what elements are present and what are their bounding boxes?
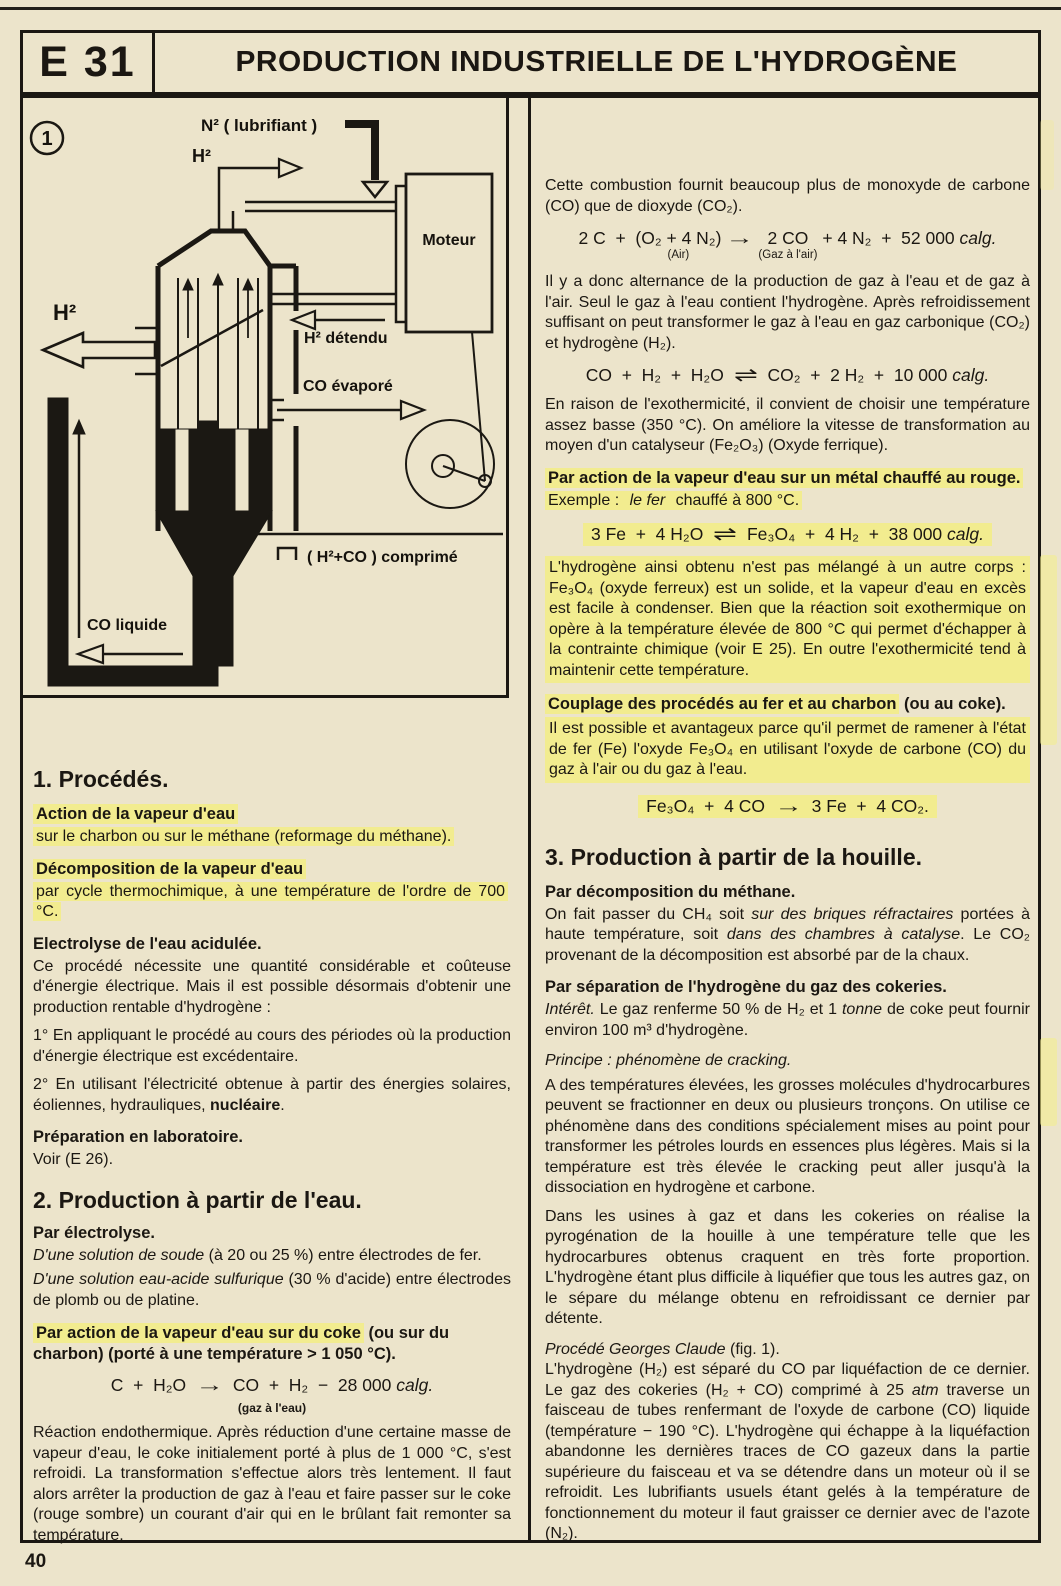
heading-vapeur-sur-coke: Par action de la vapeur d'eau sur du coke (ou sur du charbon) (porté à une température > 1 050 °C). bbox=[33, 1324, 450, 1363]
para-1-periodes-excedentaires: 1° En appliquant le procédé au cours des périodes où la production d'énergie électrique est excédentaire. bbox=[33, 1027, 511, 1065]
eq-unit: calg. bbox=[947, 524, 984, 544]
equation-fer-vapeur: 3 Fe + 4 H₂O ⇌ Fe₃O₄ + 4 H₂ + 38 000 calg. bbox=[583, 523, 992, 546]
h2-detendu-arrowhead bbox=[292, 311, 315, 329]
figure-1-claude-process-diagram bbox=[23, 98, 509, 698]
h2-offtake-pipe bbox=[219, 168, 279, 231]
para-interet-coke: Intérêt. Le gaz renferme 50 % de H₂ et 1 tonne de coke peut fournir environ 100 m³ d'hydrogène. bbox=[545, 1001, 1030, 1039]
lesson-code: E 31 bbox=[39, 38, 136, 86]
label-co-evapore: CO évaporé bbox=[303, 378, 393, 395]
label-moteur: Moteur bbox=[422, 232, 476, 249]
eq-segment: 2 C + bbox=[578, 228, 636, 248]
eq-segment-air: (O₂ + 4 N₂) (Air) bbox=[635, 228, 722, 261]
para-procede-claude: L'hydrogène (H₂) est séparé du CO par liquéfaction de ce dernier. Le gaz des cokeries (H₂ + CO) comprimé à 25 atm traverse un faisceau de tubes renfermant de l'oxyde de carbone (CO) liquide (température − 190 °C). L'hydrogène qui échappe à la liquéfaction abandonne les dernières traces de CO gazeux dans la partie supérieure du faisceau et va se détendre dans un moteur où il se refroidit. Les lubrifiants usuels étant gelés à la température de fonctionnement du moteur il faut graisser ce dernier avec de l'azote (N₂). bbox=[545, 1361, 1030, 1542]
column-funnel bbox=[156, 511, 272, 666]
page-title-box bbox=[152, 30, 1041, 95]
vessel-up-arrowhead bbox=[73, 420, 85, 434]
motor-box bbox=[406, 174, 492, 332]
eq-unit: calg. bbox=[959, 228, 997, 248]
eq-note-gaz-a-lair: (Gaz à l'air) bbox=[758, 249, 818, 261]
heading-principe-cracking: Principe : phénomène de cracking. bbox=[545, 1052, 792, 1069]
reaction-arrow-icon: → bbox=[195, 1375, 224, 1396]
section-2-title: 2. Production à partir de l'eau. bbox=[33, 1186, 362, 1213]
label-h2-top: H² bbox=[192, 146, 211, 166]
reaction-arrow-icon: → bbox=[725, 228, 755, 249]
para-ch4-briques: On fait passer du CH₄ soit sur des briques réfractaires portées à haute température, soit dans des chambres à catalyse. Le CO₂ provenant de la décomposition est absorbé par de la chaux. bbox=[545, 905, 1031, 964]
para-voir-e26: Voir (E 26). bbox=[33, 1151, 114, 1168]
column-roof bbox=[158, 231, 270, 266]
eq-segment: + 4 N₂ + 52 000 bbox=[817, 228, 960, 248]
figure-number: 1 bbox=[41, 128, 53, 150]
n2-arrowhead-down bbox=[363, 182, 387, 197]
equation-gaz-a-leau bbox=[111, 1376, 433, 1395]
para-solution-soude: D'une solution de soude (à 20 ou 25 %) entre électrodes de fer. bbox=[33, 1246, 482, 1264]
equation-gaz-a-lair bbox=[578, 229, 996, 262]
process-diagram bbox=[23, 98, 506, 695]
crank bbox=[443, 466, 485, 481]
para-reaction-endothermique: Réaction endothermique. Après réduction d'une certaine masse de vapeur d'eau, le coke initialement porté à plus de 1 000 °C, s'est refroidi. La transformation s'effectue alors très lentement. Il faut alors arrêter la production de gaz à l'eau et faire passer sur le coke (rouge sombre) un courant d'air qui en le brûlant fait remonter sa température. bbox=[33, 1424, 511, 1544]
right-column bbox=[545, 176, 1030, 1553]
para-pyrogenation: Dans les usines à gaz et dans les cokeries on réalise la pyrogénation de la houille à une température telle que les hydrocarbures obtenus craquent en très forte proportion. L'hydrogène étant plus difficile à liquéfier que tous les autres gaz, on le sépare du mélange obtenu en refroidissant ce dernier par détente. bbox=[545, 1207, 1030, 1327]
para-exemple-fer: Exemple : le fer chauffé à 800 °C. bbox=[545, 491, 1030, 512]
para-exothermicite-catalyseur: En raison de l'exothermicité, il convient de choisir une température assez basse (350 °C). On améliore la vitesse de transformation au moyen d'un catalyseur (Fe₂O₃) (Oxyde ferrique). bbox=[545, 396, 1030, 454]
eq-note-gaz-a-leau: (gaz à l'eau) bbox=[237, 1401, 307, 1415]
highlighter-smudge bbox=[1040, 120, 1054, 190]
eq-segment-gaz-air: 2 CO (Gaz à l'air) bbox=[758, 228, 818, 261]
heading-decomposition-methane: Par décomposition du méthane. bbox=[545, 882, 796, 901]
para-electrolyse-cout: Ce procédé nécessite une quantité considérable et coûteuse d'énergie électrique. Mais il est possible désormais d'obtenir une production rentable d'hydrogène : bbox=[33, 957, 511, 1016]
heading-procede-georges-claude: Procédé Georges Claude (fig. 1). bbox=[545, 1340, 780, 1358]
co-liquide-arrowhead bbox=[78, 645, 103, 663]
label-h2co-comprime: ( H²+CO ) comprimé bbox=[307, 549, 458, 566]
label-h2-left: H² bbox=[53, 300, 77, 325]
equilibrium-arrow-icon: ⇌ bbox=[733, 365, 758, 386]
eq-note-air: (Air) bbox=[667, 249, 690, 261]
reaction-arrow-icon: → bbox=[774, 795, 803, 817]
para-2-energies-renouvelables: 2° En utilisant l'électricité obtenue à partir des énergies solaires, éoliennes, hydrauliques, nucléaire. bbox=[33, 1076, 511, 1114]
heading-par-electrolyse: Par électrolyse. bbox=[33, 1223, 155, 1242]
motor-flange bbox=[396, 186, 406, 322]
para-solution-sulfurique: D'une solution eau-acide sulfurique (30 % d'acide) entre électrodes de plomb ou de platine. bbox=[33, 1271, 511, 1309]
h2-arrowhead-right bbox=[279, 159, 301, 177]
heading-separation-cokeries: Par séparation de l'hydrogène du gaz des cokeries. bbox=[545, 978, 947, 996]
para-decomposition-vapeur: par cycle thermochimique, à une température de l'ordre de 700 °C. bbox=[33, 882, 511, 923]
para-cracking: A des températures élevées, les grosses molécules d'hydrocarbures peuvent se fractionner en deux ou plusieurs tronçons. On utilise ce phénomène dans des conditions spécialement mises au point pour transformer les pétroles lourds en essences plus légères. Mais si la température est très élevée le cracking peut aller jusqu'à la dissociation en hydrogène et carbone. bbox=[545, 1076, 1030, 1196]
heading-electrolyse-acidulee: Electrolyse de l'eau acidulée. bbox=[33, 934, 262, 953]
heading-action-vapeur: Action de la vapeur d'eau bbox=[33, 805, 511, 824]
section-1-title: 1. Procédés. bbox=[33, 766, 169, 792]
highlighter-smudge bbox=[1040, 1038, 1057, 1126]
connecting-rod bbox=[472, 332, 485, 481]
label-n2-lubrifiant: N² ( lubrifiant ) bbox=[201, 116, 318, 135]
page-number: 40 bbox=[25, 1551, 47, 1572]
content-frame bbox=[20, 95, 1041, 1543]
heading-preparation-laboratoire: Préparation en laboratoire. bbox=[33, 1128, 243, 1146]
para-hydrogene-pur: L'hydrogène ainsi obtenu n'est pas mélangé à un autre corps : Fe₃O₄ (oxyde ferreux) est un solide, et la vapeur d'eau en excès est facile à condenser. Bien que la réaction soit exothermique on opère à la température élevée de 800 °C qui permet d'échapper à la contrainte chimique (voir E 25). En outre l'exothermicité tend à maintenir cette température. bbox=[545, 556, 1030, 683]
eq-unit: calg. bbox=[396, 1375, 434, 1395]
equation-couplage: Fe₃O₄ + 4 CO → 3 Fe + 4 CO₂. bbox=[638, 795, 937, 818]
co-evapore-arrowhead bbox=[401, 401, 424, 419]
eq-lhs: C + H₂O bbox=[110, 1375, 191, 1395]
eq-rhs: CO + H₂ − 28 000 bbox=[227, 1375, 397, 1395]
equation-conversion-co: CO + H₂ + H₂O ⇌ CO₂ + 2 H₂ + 10 000 calg. bbox=[585, 365, 990, 386]
page-top-rule bbox=[0, 7, 1061, 10]
para-action-vapeur: sur le charbon ou sur le méthane (reformage du méthane). bbox=[33, 827, 511, 848]
label-h2-detendu: H² détendu bbox=[304, 330, 388, 347]
eq-unit: calg. bbox=[952, 365, 990, 385]
para-couplage-avantage: Il est possible et avantageux parce qu'il permet de ramener à l'état de fer (Fe) l'oxyde Fe₃O₄ en utilisant l'oxyde de carbone (CO) du gaz à l'air ou du gaz à l'eau. bbox=[545, 717, 1030, 783]
equilibrium-arrow-icon: ⇌ bbox=[713, 524, 738, 545]
lesson-code-box bbox=[20, 30, 155, 95]
column-divider bbox=[528, 98, 531, 1540]
para-alternance-gaz: Il y a donc alternance de la production de gaz à l'eau et de gaz à l'air. Seul le gaz à l'eau contient l'hydrogène. Après refroidissement suffisant on peut transformer le gaz à l'eau en gaz carbonique (CO₂) et hydrogène (H₂). bbox=[545, 273, 1030, 352]
h2-output-arrow bbox=[43, 333, 155, 367]
page-title: PRODUCTION INDUSTRIELLE DE L'HYDROGÈNE bbox=[235, 46, 958, 78]
heading-couplage-procedes: Couplage des procédés au fer et au charbon (ou au coke). bbox=[545, 695, 1030, 714]
para-combustion-monoxyde: Cette combustion fournit beaucoup plus de monoxyde de carbone (CO) que de dioxyde (CO₂). bbox=[545, 177, 1030, 215]
heading-vapeur-metal-rouge: Par action de la vapeur d'eau sur un métal chauffé au rouge. bbox=[545, 469, 1030, 488]
highlighter-smudge bbox=[1040, 555, 1057, 745]
section-3-title: 3. Production à partir de la houille. bbox=[545, 843, 923, 870]
label-co-liquide: CO liquide bbox=[87, 617, 167, 634]
left-column bbox=[33, 766, 511, 1554]
heading-decomposition-vapeur: Décomposition de la vapeur d'eau bbox=[33, 860, 511, 879]
